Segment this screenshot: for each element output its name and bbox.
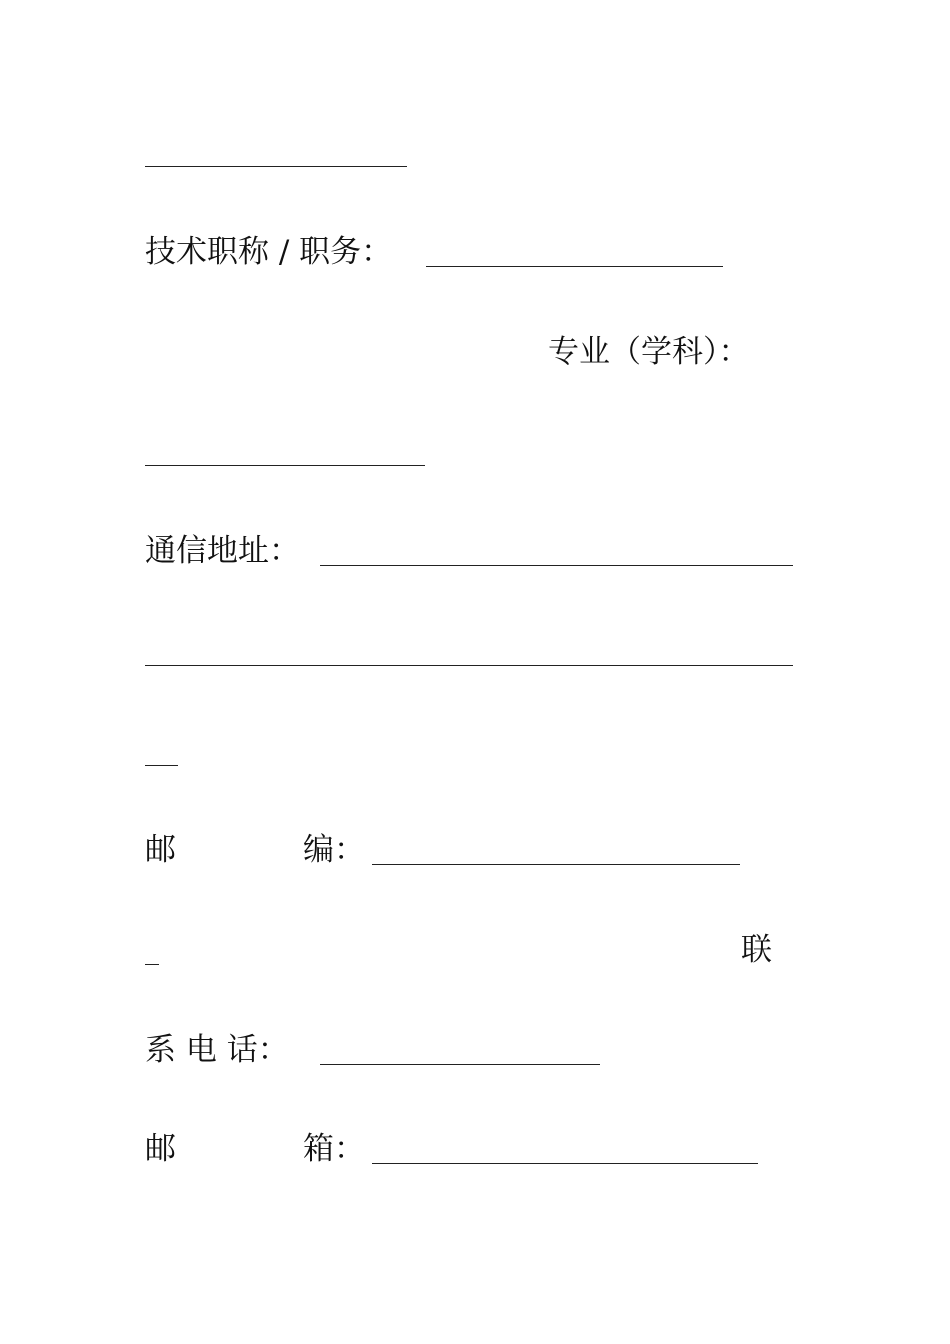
title-label: 技术职称 / 职务： bbox=[145, 234, 393, 270]
postcode-label-right: 编： bbox=[303, 832, 365, 868]
postcode-label-left: 邮 bbox=[145, 832, 176, 868]
major-label: 专业（学科）： bbox=[548, 334, 750, 370]
phone-label-rest: 系 电 话： bbox=[145, 1032, 289, 1068]
address-field-line-1[interactable] bbox=[320, 565, 793, 566]
title-field-line[interactable] bbox=[426, 266, 723, 267]
phone-label-start: 联 bbox=[741, 932, 772, 968]
address-label: 通信地址： bbox=[145, 533, 300, 569]
address-field-line-3[interactable] bbox=[145, 765, 178, 766]
email-label-right: 箱： bbox=[303, 1131, 365, 1167]
postcode-field-line-tail[interactable] bbox=[145, 964, 159, 965]
major-field-line[interactable] bbox=[145, 465, 425, 466]
postcode-field-line[interactable] bbox=[372, 864, 740, 865]
email-field-line[interactable] bbox=[372, 1163, 758, 1164]
top-blank-line[interactable] bbox=[145, 166, 407, 167]
address-field-line-2[interactable] bbox=[145, 665, 793, 666]
phone-field-line[interactable] bbox=[320, 1064, 600, 1065]
email-label-left: 邮 bbox=[145, 1131, 176, 1167]
